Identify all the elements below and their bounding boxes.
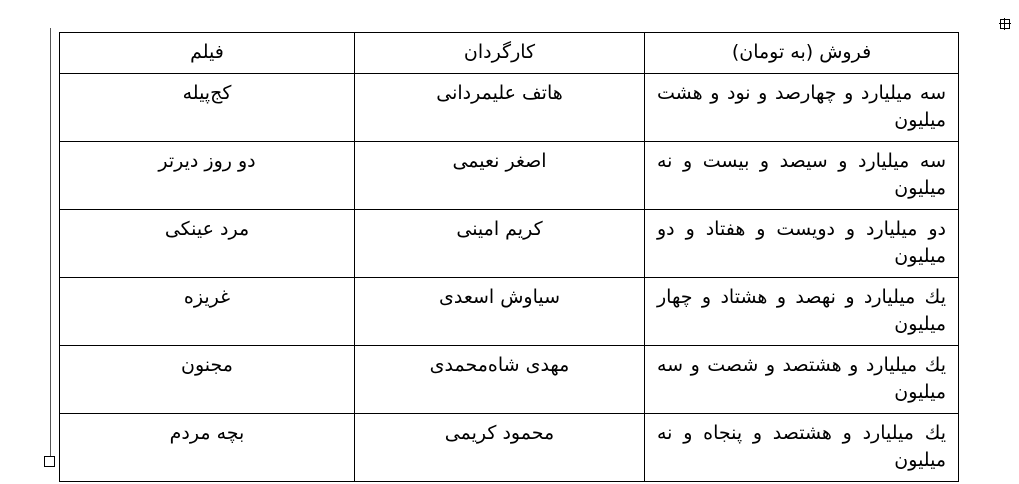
table-header-row xyxy=(60,33,959,74)
cell-sales: یك میلیارد و هشتصد و شصت و سه میلیون xyxy=(645,345,959,413)
cell-film: مرد عینکی xyxy=(60,209,355,277)
cell-director: اصغر نعیمی xyxy=(355,141,645,209)
cell-sales: سه میلیارد و سیصد و بیست و نه میلیون xyxy=(645,141,959,209)
cell-director: سیاوش اسعدی xyxy=(355,277,645,345)
cell-director: هاتف علیمردانی xyxy=(355,73,645,141)
cell-sales: یك میلیارد و نهصد و هشتاد و چهار میلیون xyxy=(645,277,959,345)
table-row xyxy=(60,209,959,277)
table-row xyxy=(60,413,959,481)
cell-director: محمود کریمی xyxy=(355,413,645,481)
cell-film: بچه مردم xyxy=(60,413,355,481)
cell-film: مجنون xyxy=(60,345,355,413)
table-row xyxy=(60,277,959,345)
cell-sales: سه میلیارد و چهارصد و نود و هشت میلیون xyxy=(645,73,959,141)
cell-film: دو روز دیرتر xyxy=(60,141,355,209)
column-header-film: فیلم xyxy=(60,33,355,74)
cell-sales: دو میلیارد و دویست و هفتاد و دو میلیون xyxy=(645,209,959,277)
cell-director: مهدی شاه‌محمدی xyxy=(355,345,645,413)
table-row xyxy=(60,141,959,209)
cell-director: کریم امینی xyxy=(355,209,645,277)
cell-film: کج‌پیله xyxy=(60,73,355,141)
move-handle-icon[interactable] xyxy=(999,18,1011,30)
cell-sales: یك میلیارد و هشتصد و پنجاه و نه میلیون xyxy=(645,413,959,481)
table-row xyxy=(60,345,959,413)
cell-film: غریزه xyxy=(60,277,355,345)
column-header-director: کارگردان xyxy=(355,33,645,74)
column-header-sales: فروش (به تومان) xyxy=(645,33,959,74)
film-sales-table xyxy=(59,32,959,482)
table-row xyxy=(60,73,959,141)
page-left-rule xyxy=(50,28,51,462)
resize-handle-icon[interactable] xyxy=(44,456,55,467)
